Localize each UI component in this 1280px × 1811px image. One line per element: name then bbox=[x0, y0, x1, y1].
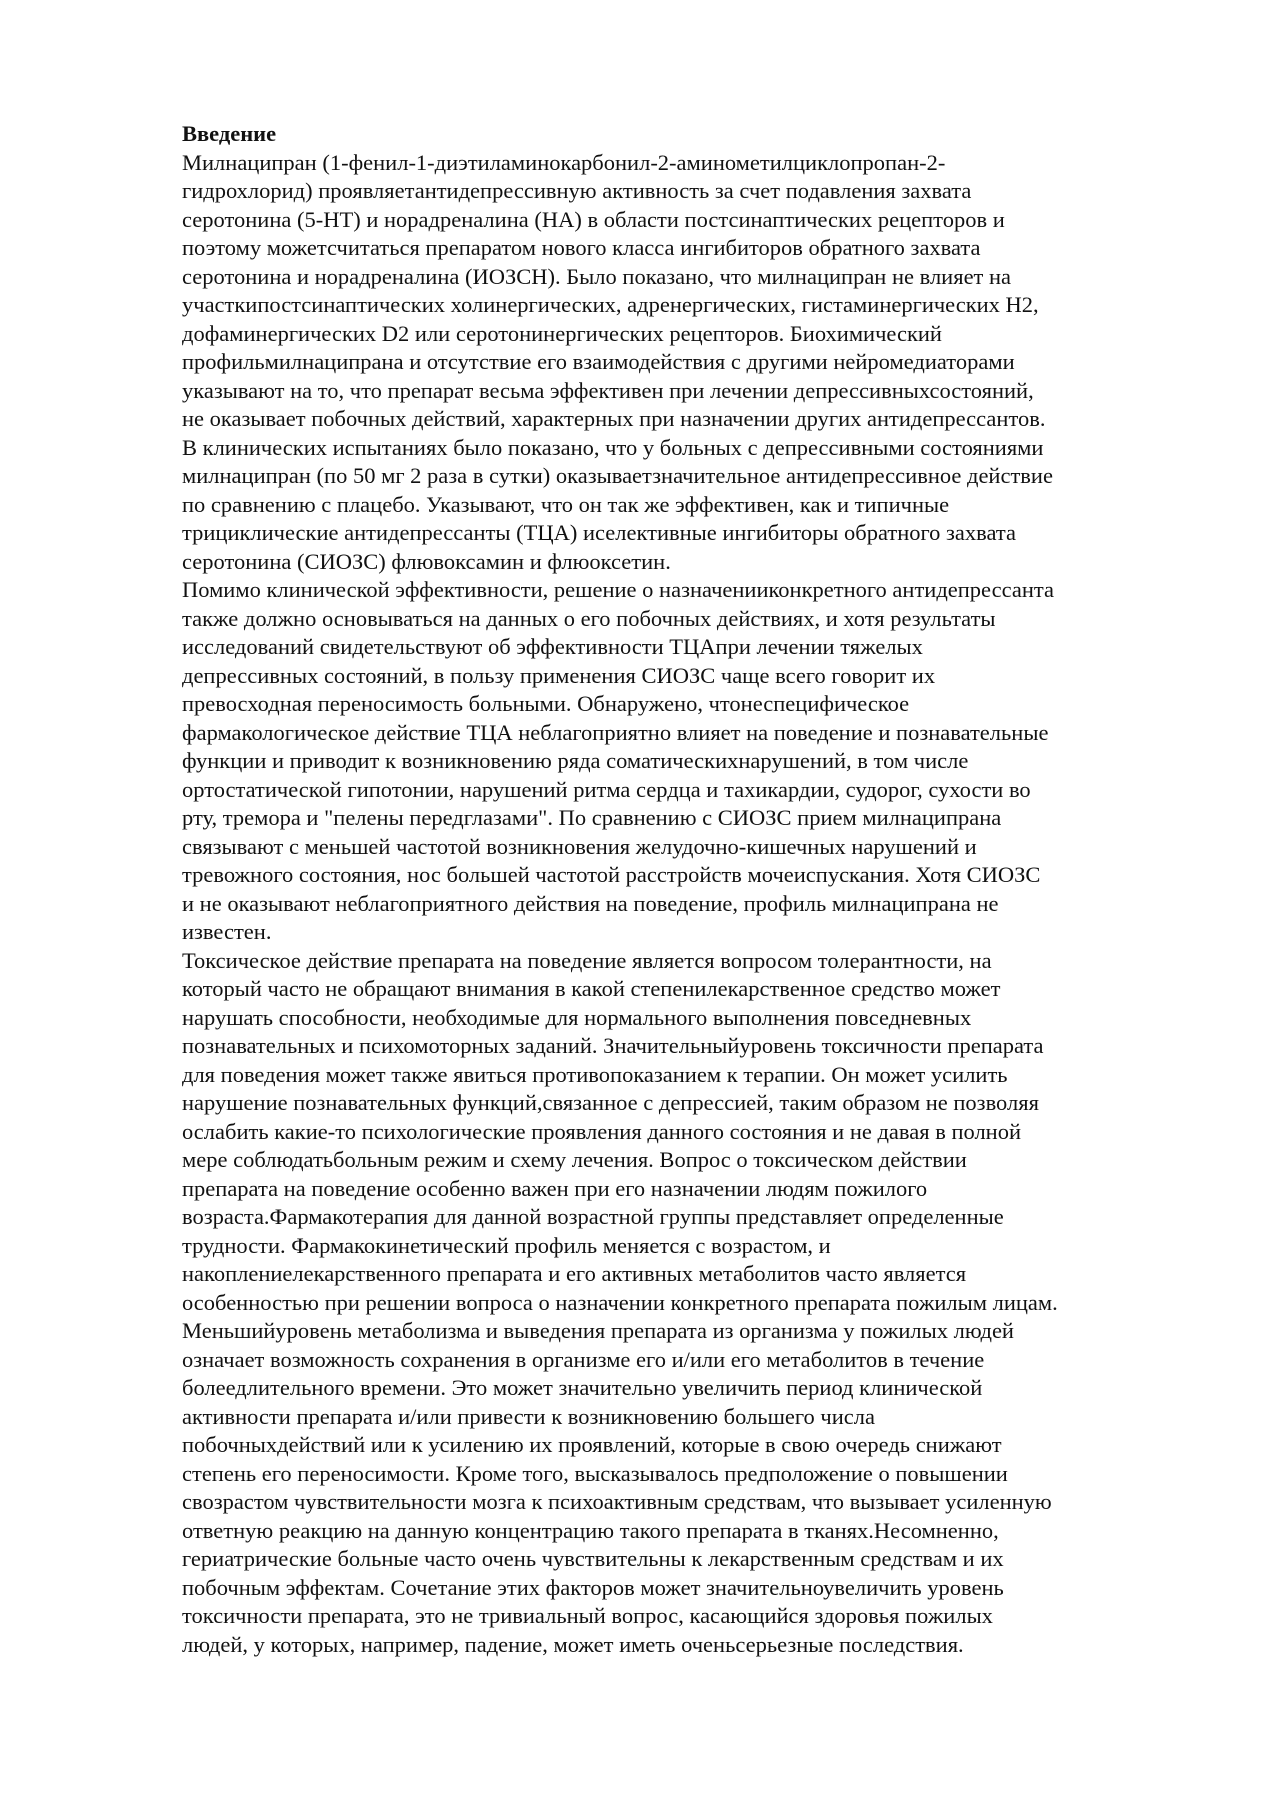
text-line: побочным эффектам. Сочетание этих факторов может значительноувеличить уровень bbox=[182, 1574, 1004, 1600]
document-body bbox=[182, 120, 1192, 1659]
text-line: гериатрические больные часто очень чувствительны к лекарственным средствам и их bbox=[182, 1546, 1004, 1571]
text-line: степень его переносимости. Кроме того, высказывалось предположение о повышении bbox=[182, 1460, 1008, 1486]
text-line: ответную реакцию на данную концентрацию такого препарата в тканях.Несомненно, bbox=[182, 1517, 999, 1543]
text-line: который часто не обращают внимания в какой степенилекарственное средство может bbox=[182, 976, 1001, 1001]
text-line: связывают с меньшей частотой возникновения желудочно-кишечных нарушений и bbox=[182, 833, 977, 859]
text-line: ослабить какие-то психологические проявления данного состояния и не давая в полной bbox=[182, 1118, 1022, 1144]
text-line: участкипостсинаптических холинергических, адренергических, гистаминергических Н2, bbox=[182, 292, 1039, 317]
text-line: для поведения может также явиться противопоказанием к терапии. Он может усилить bbox=[182, 1061, 1008, 1087]
text-line: людей, у которых, например, падение, может иметь оченьсерьезные последствия. bbox=[182, 1631, 964, 1657]
text-line: серотонина и норадреналина (ИОЗСН). Было показано, что милнаципран не влияет на bbox=[182, 263, 1012, 289]
text-line: Меньшийуровень метаболизма и выведения препарата из организма у пожилых людей bbox=[182, 1318, 1014, 1343]
text-line: профильмилнаципрана и отсутствие его взаимодействия с другими нейромедиаторами bbox=[182, 349, 1015, 374]
text-line: активности препарата и/или привести к возникновению большего числа bbox=[182, 1403, 875, 1429]
text-line: превосходная переносимость больными. Обнаружено, чтонеспецифическое bbox=[182, 691, 910, 716]
text-line: по сравнению с плацебо. Указывают, что он так же эффективен, как и типичные bbox=[182, 491, 950, 517]
text-line: побочныхдействий или к усилению их проявлений, которые в свою очередь снижают bbox=[182, 1432, 1002, 1457]
text-line: препарата на поведение особенно важен при его назначении людям пожилого bbox=[182, 1175, 928, 1201]
text-line: функции и приводит к возникновению ряда соматическихнарушений, в том числе bbox=[182, 748, 969, 773]
text-line: фармакологическое действие ТЦА неблагоприятно влияет на поведение и познавательные bbox=[182, 719, 1049, 745]
text-line: серотонина (СИОЗС) флювоксамин и флюоксетин. bbox=[182, 548, 671, 574]
text-line: известен. bbox=[182, 919, 272, 944]
text-line: болеедлительного времени. Это может значительно увеличить период клинической bbox=[182, 1375, 983, 1400]
text-line: мере соблюдатьбольным режим и схему лечения. Вопрос о токсическом действии bbox=[182, 1147, 967, 1172]
text-line: токсичности препарата, это не тривиальный вопрос, касающийся здоровья пожилых bbox=[182, 1603, 993, 1628]
text-line: В клинических испытаниях было показано, что у больных с депрессивными состояниями bbox=[182, 434, 1044, 460]
text-line: рту, тремора и "пелены передглазами". По сравнению с СИОЗС прием милнаципрана bbox=[182, 805, 1002, 830]
text-line: накоплениелекарственного препарата и его активных метаболитов часто является bbox=[182, 1261, 967, 1286]
text-line: тревожного состояния, нос большей частотой расстройств мочеиспускания. Хотя СИОЗС bbox=[182, 862, 1041, 887]
text-line: нарушение познавательных функций,связанное с депрессией, таким образом не позволяя bbox=[182, 1090, 1039, 1115]
page-title: Введение bbox=[182, 121, 277, 146]
text-line: ортостатической гипотонии, нарушений ритма сердца и тахикардии, судорог, сухости во bbox=[182, 776, 1031, 802]
text-line: также должно основываться на данных о его побочных действиях, и хотя результаты bbox=[182, 605, 996, 631]
text-line: трудности. Фармакокинетический профиль меняется с возрастом, и bbox=[182, 1232, 831, 1258]
text-line: Помимо клинической эффективности, решение о назначенииконкретного антидепрессанта bbox=[182, 577, 1054, 602]
text-line: исследований свидетельствуют об эффективности ТЦАпри лечении тяжелых bbox=[182, 634, 923, 659]
text-line: депрессивных состояний, в пользу применения СИОЗС чаще всего говорит их bbox=[182, 662, 936, 688]
text-line: дофаминергических D2 или серотонинергических рецепторов. Биохимический bbox=[182, 320, 942, 346]
text-line: нарушать способности, необходимые для нормального выполнения повседневных bbox=[182, 1004, 972, 1030]
text-line: гидрохлорид) проявляетантидепрессивную активность за счет подавления захвата bbox=[182, 178, 972, 203]
text-line: Милнаципран (1-фенил-1-диэтиламинокарбонил-2-аминометилциклопропан-2- bbox=[182, 149, 946, 175]
text-line: особенностью при решении вопроса о назначении конкретного препарата пожилым лицам. bbox=[182, 1289, 1058, 1315]
text-line: Токсическое действие препарата на поведение является вопросом толерантности, на bbox=[182, 947, 992, 973]
text-line: познавательных и психомоторных заданий. Значительныйуровень токсичности препарата bbox=[182, 1033, 1044, 1058]
text-line: поэтому можетсчитаться препаратом нового класса ингибиторов обратного захвата bbox=[182, 235, 981, 260]
text-line: означает возможность сохранения в организме его и/или его метаболитов в течение bbox=[182, 1346, 985, 1372]
text-line: возраста.Фармакотерапия для данной возрастной группы представляет определенные bbox=[182, 1204, 1004, 1229]
text-line: и не оказывают неблагоприятного действия на поведение, профиль милнаципрана не bbox=[182, 890, 999, 916]
text-line: милнаципран (по 50 мг 2 раза в сутки) оказываетзначительное антидепрессивное действие bbox=[182, 463, 1053, 488]
text-line: серотонина (5-НТ) и норадреналина (НА) в области постсинаптических рецепторов и bbox=[182, 206, 1005, 232]
text-line: свозрастом чувствительности мозга к психоактивным средствам, что вызывает усиленную bbox=[182, 1489, 1052, 1514]
text-line: указывают на то, что препарат весьма эффективен при лечении депрессивныхсостояний, bbox=[182, 377, 1034, 403]
text-line: трициклические антидепрессанты (ТЦА) иселективные ингибиторы обратного захвата bbox=[182, 520, 1016, 545]
text-line: не оказывает побочных действий, характерных при назначении других антидепрессантов. bbox=[182, 406, 1046, 431]
